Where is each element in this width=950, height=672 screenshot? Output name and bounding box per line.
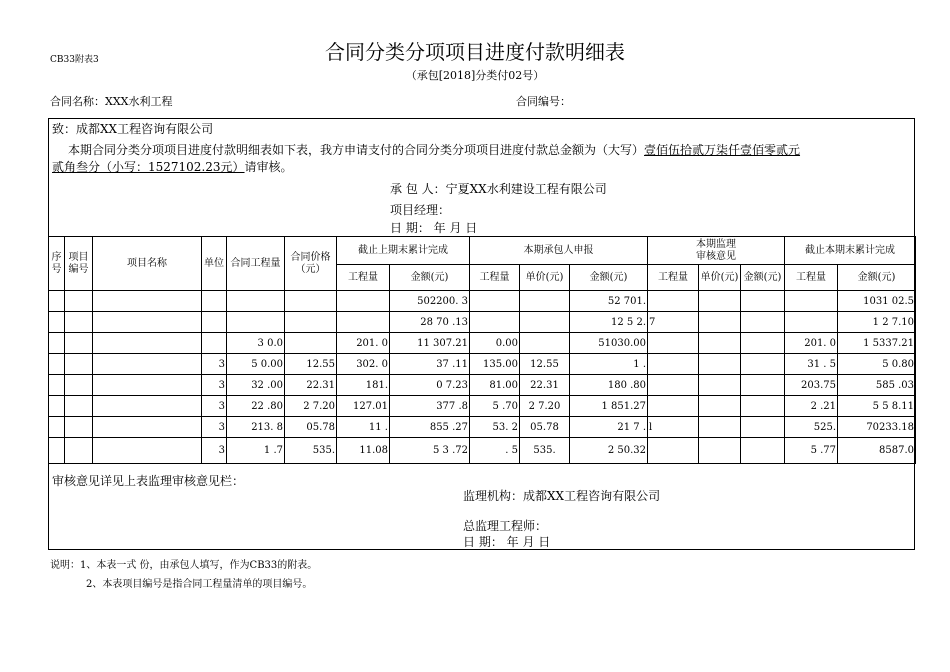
- table-cell: 81.00: [470, 375, 520, 396]
- table-row: [49, 312, 916, 333]
- table-cell: [65, 312, 93, 333]
- contract-name: 合同名称：XXX水利工程: [50, 95, 173, 108]
- amount-in-words: 壹佰伍拾贰万柒仟壹佰零贰元: [644, 143, 801, 157]
- table-cell: 5 .70: [470, 396, 520, 417]
- table-cell: 0.00: [470, 333, 520, 354]
- table-cell: 3: [202, 396, 227, 417]
- table-cell: [741, 438, 785, 464]
- table-cell: [648, 354, 699, 375]
- table-cell: [93, 396, 202, 417]
- header-current-cumulative: 截止本期末累计完成: [785, 237, 916, 265]
- table-cell: 12 5 2.: [570, 312, 648, 333]
- table-cell: [65, 438, 93, 464]
- document-number: （承包[2018]分类付02号）: [405, 69, 545, 82]
- table-cell: [49, 417, 65, 438]
- table-cell: [520, 333, 570, 354]
- header-contract-price: 合同价格（元）: [285, 237, 337, 291]
- table-cell: [49, 354, 65, 375]
- table-row: [49, 291, 916, 312]
- table-cell: . 5: [470, 438, 520, 464]
- application-text-end: 请审核。: [244, 160, 293, 174]
- table-cell: 535.: [520, 438, 570, 464]
- header-item-no: 项目编号: [65, 237, 93, 291]
- table-body: [49, 291, 916, 464]
- table-cell: 2 7.20: [520, 396, 570, 417]
- table-cell: [648, 438, 699, 464]
- table-cell: [520, 291, 570, 312]
- table-cell: [785, 312, 838, 333]
- table-cell: 1 2 7.10: [838, 312, 916, 333]
- table-cell: 1 851.27: [570, 396, 648, 417]
- table-cell: 3: [202, 375, 227, 396]
- table-cell: [93, 375, 202, 396]
- chief-engineer-line: 总监理工程师：: [463, 519, 548, 533]
- table-row: [49, 354, 916, 375]
- table-cell: 5 0.80: [838, 354, 916, 375]
- table-cell: [520, 312, 570, 333]
- table-cell: [93, 354, 202, 375]
- table-cell: 302. 0: [337, 354, 390, 375]
- application-text: [68, 141, 800, 158]
- table-cell: 203.75: [785, 375, 838, 396]
- contractor-line: 承 包 人：宁夏XX水利建设工程有限公司: [390, 182, 607, 196]
- table-cell: [741, 375, 785, 396]
- table-cell: [648, 396, 699, 417]
- table-cell: 11 .: [337, 417, 390, 438]
- table-cell: 585 .03: [838, 375, 916, 396]
- table-cell: [65, 375, 93, 396]
- progress-payment-table: [48, 236, 916, 464]
- form-code: CB33附表3: [50, 55, 99, 65]
- table-cell: 31 . 5: [785, 354, 838, 375]
- table-cell: 22.31: [285, 375, 337, 396]
- table-cell: 127.01: [337, 396, 390, 417]
- table-cell: [93, 312, 202, 333]
- header-seq: 序号: [49, 237, 65, 291]
- table-cell: 12.55: [520, 354, 570, 375]
- table-cell: 1031 02.5: [838, 291, 916, 312]
- supervision-org-line: 监理机构：成都XX工程咨询有限公司: [463, 489, 661, 503]
- table-cell: [93, 417, 202, 438]
- table-cell: [285, 291, 337, 312]
- table-cell: 2 .21: [785, 396, 838, 417]
- table-cell: [202, 291, 227, 312]
- table-cell: [65, 396, 93, 417]
- table-cell: 5 5 8.11: [838, 396, 916, 417]
- table-cell: 05.78: [285, 417, 337, 438]
- table-cell: [741, 333, 785, 354]
- header-supervisor-review-1: 本期监理: [696, 238, 737, 250]
- table-cell: [741, 354, 785, 375]
- table-cell: 3 0.0: [227, 333, 285, 354]
- recipient-line: 致：成都XX工程咨询有限公司: [52, 122, 214, 136]
- table-cell: 32 .00: [227, 375, 285, 396]
- header-cum-qty: 工程量: [785, 265, 838, 291]
- table-cell: [648, 291, 699, 312]
- table-cell: [785, 291, 838, 312]
- table-row: [49, 438, 916, 464]
- table-cell: [699, 333, 741, 354]
- table-cell: 37 .11: [390, 354, 470, 375]
- header-supervisor-review-2: 审核意见: [696, 250, 737, 262]
- table-cell: 11 307.21: [390, 333, 470, 354]
- note-1: 说明：1、本表一式 份，由承包人填写，作为CB33的附表。: [50, 560, 318, 571]
- table-cell: 22.31: [520, 375, 570, 396]
- table-cell: 5 3 .72: [390, 438, 470, 464]
- table-cell: [65, 417, 93, 438]
- table-cell: [227, 312, 285, 333]
- table-cell: 8587.0: [838, 438, 916, 464]
- header-supervisor-review: [648, 237, 785, 265]
- header-sup-unit-price: 单价(元): [699, 265, 741, 291]
- table-cell: [49, 438, 65, 464]
- table-cell: 52 701.: [570, 291, 648, 312]
- table-cell: [470, 312, 520, 333]
- header-curr-amount: 金额(元): [570, 265, 648, 291]
- table-cell: 180 .80: [570, 375, 648, 396]
- table-cell: [285, 312, 337, 333]
- table-cell: 213. 8: [227, 417, 285, 438]
- header-contract-qty: 合同工程量: [227, 237, 285, 291]
- table-cell: [337, 312, 390, 333]
- table-cell: 5 0.00: [227, 354, 285, 375]
- header-curr-unit-price: 单价(元): [520, 265, 570, 291]
- table-cell: [49, 333, 65, 354]
- table-cell: [699, 396, 741, 417]
- table-cell: 21 7 .: [570, 417, 648, 438]
- table-cell: 3: [202, 438, 227, 464]
- table-cell: 502200. 3: [390, 291, 470, 312]
- table-cell: 855 .27: [390, 417, 470, 438]
- application-text-cont: [52, 158, 293, 175]
- table-cell: 181.: [337, 375, 390, 396]
- table-cell: [470, 291, 520, 312]
- table-cell: 525.: [785, 417, 838, 438]
- table-cell: [49, 312, 65, 333]
- contractor-date-line: 日 期： 年 月 日: [390, 221, 478, 235]
- review-remark-line: 审核意见详见上表监理审核意见栏：: [52, 474, 245, 488]
- table-cell: 5 .77: [785, 438, 838, 464]
- table-cell: [699, 354, 741, 375]
- table-cell: [49, 396, 65, 417]
- table-row: [49, 375, 916, 396]
- table-row: [49, 396, 916, 417]
- table-cell: 135.00: [470, 354, 520, 375]
- header-current-report: 本期承包人申报: [470, 237, 648, 265]
- page-title: 合同分类分项项目进度付款明细表: [325, 40, 625, 64]
- table-cell: [699, 375, 741, 396]
- table-cell: [699, 417, 741, 438]
- table-cell: [699, 312, 741, 333]
- table-cell: 1 5337.21: [838, 333, 916, 354]
- amount-in-figures: 贰角叁分（小写：1527102.23元）: [52, 160, 245, 174]
- table-cell: 11.08: [337, 438, 390, 464]
- table-cell: [285, 333, 337, 354]
- header-cum-amount: 金额(元): [838, 265, 916, 291]
- table-cell: 0 7.23: [390, 375, 470, 396]
- table-cell: 51030.00: [570, 333, 648, 354]
- header-sup-qty: 工程量: [648, 265, 699, 291]
- table-cell: [93, 291, 202, 312]
- table-cell: 1 .7: [227, 438, 285, 464]
- table-cell: [93, 333, 202, 354]
- table-cell: 201. 0: [785, 333, 838, 354]
- header-item-name: 项目名称: [93, 237, 202, 291]
- table-cell: 28 70 .13: [390, 312, 470, 333]
- table-cell: 377 .8: [390, 396, 470, 417]
- table-cell: 201. 0: [337, 333, 390, 354]
- table-cell: 70233.18: [838, 417, 916, 438]
- table-cell: [49, 375, 65, 396]
- table-cell: 22 .80: [227, 396, 285, 417]
- table-cell: 3: [202, 354, 227, 375]
- table-cell: [65, 291, 93, 312]
- supervision-date-line: 日 期： 年 月 日: [463, 535, 551, 549]
- table-cell: 12.55: [285, 354, 337, 375]
- table-cell: l: [648, 417, 699, 438]
- header-sup-amount: 金额(元): [741, 265, 785, 291]
- contract-number: 合同编号：: [516, 95, 571, 108]
- table-cell: [648, 375, 699, 396]
- table-cell: 7: [648, 312, 699, 333]
- table-cell: [699, 438, 741, 464]
- table-cell: [337, 291, 390, 312]
- table-cell: [741, 291, 785, 312]
- table-cell: 3: [202, 417, 227, 438]
- table-cell: 1 .: [570, 354, 648, 375]
- table-cell: [65, 354, 93, 375]
- project-manager-line: 项目经理：: [390, 203, 451, 217]
- header-unit: 单位: [202, 237, 227, 291]
- table-cell: 05.78: [520, 417, 570, 438]
- table-row: [49, 417, 916, 438]
- table-cell: [699, 291, 741, 312]
- table-cell: [202, 312, 227, 333]
- application-text-body: 本期合同分类分项项目进度付款明细表如下表，我方申请支付的合同分类分项项目进度付款总金额为（大写）: [68, 143, 645, 157]
- table-cell: 535.: [285, 438, 337, 464]
- note-2: 2、本表项目编号是指合同工程量清单的项目编号。: [86, 579, 313, 590]
- table-cell: [741, 396, 785, 417]
- table-cell: [202, 333, 227, 354]
- table-cell: [648, 333, 699, 354]
- table-cell: 53. 2: [470, 417, 520, 438]
- table-cell: [93, 438, 202, 464]
- header-prev-cumulative: 截止上期末累计完成: [337, 237, 470, 265]
- table-cell: [49, 291, 65, 312]
- table-cell: 2 7.20: [285, 396, 337, 417]
- table-row: [49, 333, 916, 354]
- table-cell: [65, 333, 93, 354]
- header-prev-qty: 工程量: [337, 265, 390, 291]
- table-cell: 2 50.32: [570, 438, 648, 464]
- table-cell: [741, 417, 785, 438]
- table-cell: [741, 312, 785, 333]
- header-prev-amount: 金额(元): [390, 265, 470, 291]
- table-cell: [227, 291, 285, 312]
- header-curr-qty: 工程量: [470, 265, 520, 291]
